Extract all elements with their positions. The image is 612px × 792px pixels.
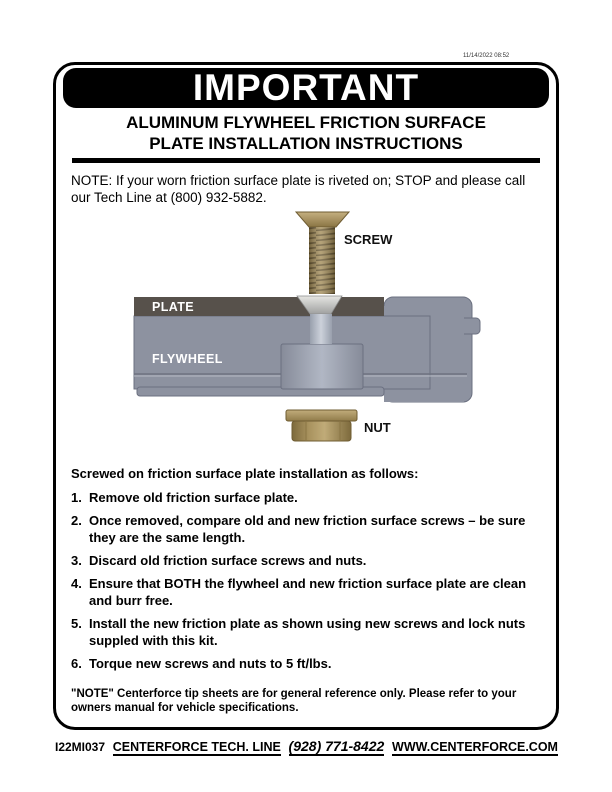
step-number: 3. xyxy=(71,553,82,568)
step-text: Discard old friction surface screws and nuts. xyxy=(89,553,367,568)
title-line-2: PLATE INSTALLATION INSTRUCTIONS xyxy=(149,134,463,153)
step-text: Remove old friction surface plate. xyxy=(89,490,298,505)
instruction-step xyxy=(71,512,541,546)
step-number: 1. xyxy=(71,490,82,505)
print-timestamp: 11/14/2022 08:52 xyxy=(463,53,510,59)
divider-rule xyxy=(72,158,540,163)
step-text: Torque new screws and nuts to 5 ft/lbs. xyxy=(89,656,332,671)
tech-line-phone: (928) 771-8422 xyxy=(288,738,385,754)
tech-line-label: CENTERFORCE TECH. LINE xyxy=(112,740,281,754)
title-line-1: ALUMINUM FLYWHEEL FRICTION SURFACE xyxy=(126,113,486,132)
step-number: 6. xyxy=(71,656,82,671)
step-text: Ensure that BOTH the flywheel and new friction surface plate are clean and burr free. xyxy=(89,576,527,608)
nut-label: NUT xyxy=(364,420,391,435)
instruction-step xyxy=(71,489,541,506)
instructions-heading: Screwed on friction surface plate installation as follows: xyxy=(71,466,419,481)
instruction-step xyxy=(71,575,541,609)
screw-illustration xyxy=(296,212,349,294)
step-text: Once removed, compare old and new friction surface screws – be sure they are the same length. xyxy=(89,513,526,545)
nut-illustration xyxy=(286,410,357,441)
document-id: I22MI037 xyxy=(55,740,106,754)
website-link[interactable]: WWW.CENTERFORCE.COM xyxy=(392,740,558,754)
important-banner-text: IMPORTANT xyxy=(192,67,420,108)
installation-instructions xyxy=(71,466,541,672)
document-title xyxy=(56,112,556,154)
disclaimer-note: "NOTE" Centerforce tip sheets are for general reference only. Please refer to your owners manual for vehicle specifications. xyxy=(71,688,517,714)
important-banner xyxy=(63,68,549,108)
footer-bar xyxy=(55,738,558,756)
step-number: 2. xyxy=(71,513,82,528)
instruction-steps-list xyxy=(71,489,541,672)
screw-boss xyxy=(281,344,363,389)
screw-label: SCREW xyxy=(344,232,393,247)
plate-label: PLATE xyxy=(152,300,195,314)
assembly-diagram-svg xyxy=(56,206,556,458)
step-number: 4. xyxy=(71,576,82,591)
step-number: 5. xyxy=(71,616,82,631)
assembly-diagram xyxy=(56,206,556,458)
riveted-warning-note: NOTE: If your worn friction surface plate is riveted on; STOP and please call our Tech Line at (800) 932-5882. xyxy=(71,173,526,205)
flywheel-label: FLYWHEEL xyxy=(152,352,223,366)
document-border-frame xyxy=(53,62,559,730)
instruction-step xyxy=(71,615,541,649)
instruction-step xyxy=(71,655,541,672)
instruction-step xyxy=(71,552,541,569)
step-text: Install the new friction plate as shown using new screws and lock nuts suppled with this kit. xyxy=(89,616,526,648)
